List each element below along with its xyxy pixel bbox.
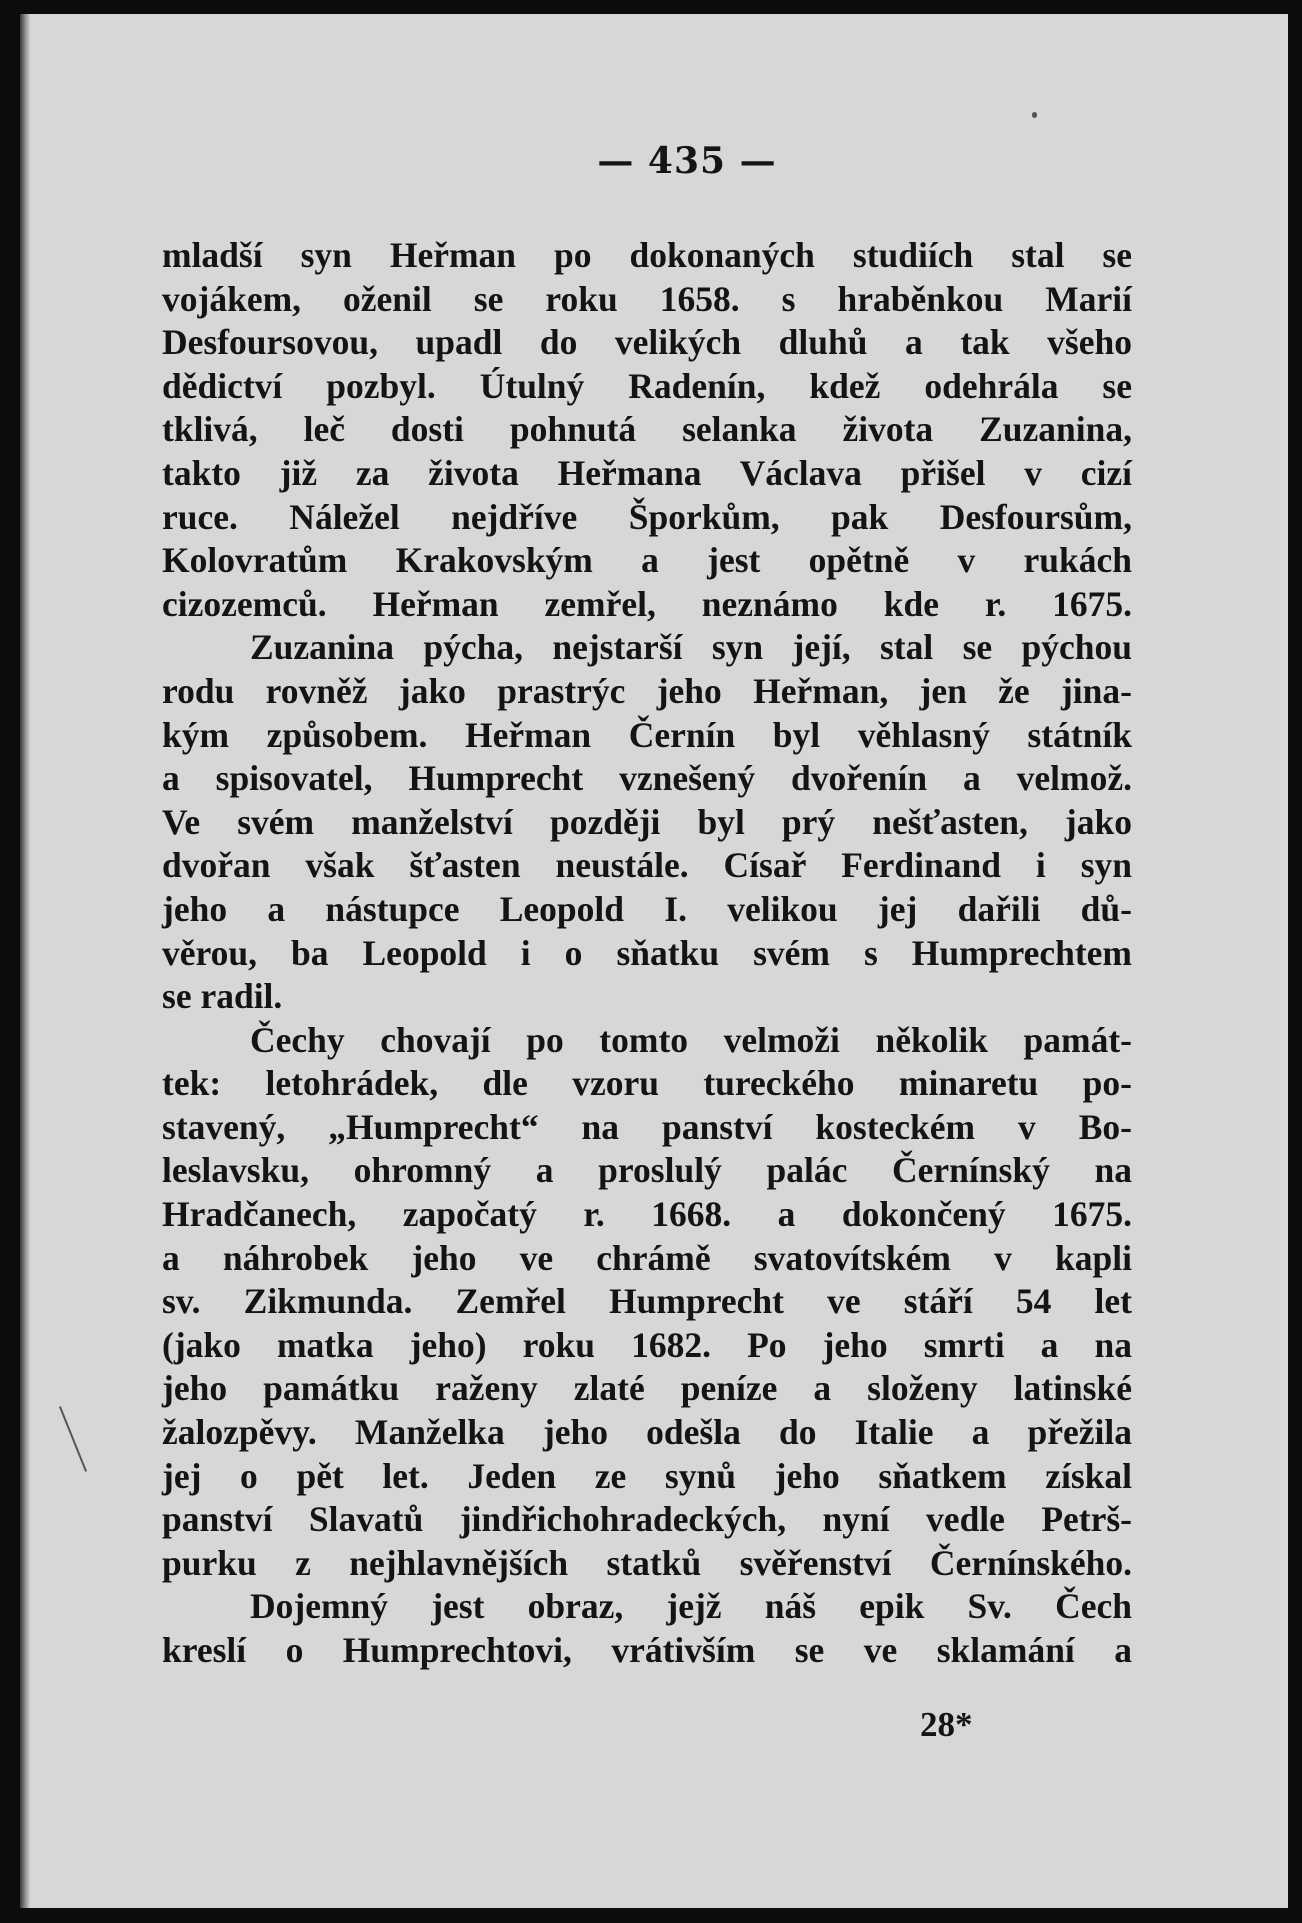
- text-line: cizozemců. Heřman zemřel, neznámo kde r. 1675.: [162, 583, 1132, 624]
- text-line: Dojemný jest obraz, jejž náš epik Sv. Čech: [250, 1586, 1132, 1627]
- text-line: věrou, ba Leopold i o sňatku svém s Humprechtem: [162, 932, 1132, 973]
- text-line: dědictví pozbyl. Útulný Radenín, kdež odehrála se: [162, 365, 1132, 406]
- page-number: — 435 —: [597, 140, 777, 182]
- text-line: jej o pět let. Jeden ze synů jeho sňatkem získal: [162, 1455, 1132, 1496]
- text-line: se radil.: [162, 976, 283, 1017]
- text-line: Ve svém manželství později byl prý nešťasten, jako: [162, 801, 1132, 842]
- text-line: purku z nejhlavnějších statků svěřenství Černínského.: [162, 1542, 1132, 1583]
- scan-mark: [59, 1406, 87, 1472]
- text-line: jeho památku raženy zlaté peníze a složeny latinské: [162, 1368, 1132, 1409]
- text-line: Hradčanech, započatý r. 1668. a dokončený 1675.: [162, 1194, 1132, 1235]
- text-line: a spisovatel, Humprecht vznešený dvořenín a velmož.: [162, 758, 1132, 799]
- text-line: tek: letohrádek, dle vzoru tureckého minaretu po-: [162, 1063, 1132, 1104]
- body-text: [162, 234, 1132, 1673]
- book-page: [20, 14, 1288, 1908]
- text-line: kreslí o Humprechtovi, vrátivším se ve sklamání a: [162, 1630, 1132, 1670]
- text-line: rodu rovněž jako prastrýc jeho Heřman, jen že jina-: [162, 670, 1132, 711]
- text-line: Kolovratům Krakovským a jest opětně v rukách: [162, 540, 1132, 581]
- text-line: jeho a nástupce Leopold I. velikou jej dařili dů-: [162, 888, 1132, 929]
- text-line: sv. Zikmunda. Zemřel Humprecht ve stáří 54 let: [162, 1281, 1132, 1322]
- text-line: vojákem, oženil se roku 1658. s hraběnkou Marií: [162, 278, 1132, 319]
- text-line: a náhrobek jeho ve chrámě svatovítském v kapli: [162, 1237, 1132, 1278]
- text-line: tklivá, leč dosti pohnutá selanka života Zuzanina,: [162, 409, 1132, 450]
- text-line: žalozpěvy. Manželka jeho odešla do Italie a přežila: [162, 1412, 1132, 1453]
- text-line: mladší syn Heřman po dokonaných studiích stal se: [162, 235, 1132, 275]
- text-line: stavený, „Humprecht“ na panství kosteckém v Bo-: [162, 1106, 1132, 1147]
- page-spine: [20, 14, 30, 1908]
- text-line: Čechy chovají po tomto velmoži několik památ-: [250, 1019, 1132, 1060]
- text-line: kým způsobem. Heřman Černín byl věhlasný státník: [162, 714, 1132, 755]
- scan-mark: [1032, 112, 1037, 118]
- text-line: Zuzanina pýcha, nejstarší syn její, stal se pýchou: [250, 627, 1132, 668]
- text-line: leslavsku, ohromný a proslulý palác Černínský na: [162, 1150, 1132, 1191]
- text-line: ruce. Náležel nejdříve Šporkům, pak Desfoursům,: [162, 496, 1132, 537]
- text-line: takto již za života Heřmana Václava přišel v cizí: [162, 452, 1132, 493]
- text-line: (jako matka jeho) roku 1682. Po jeho smrti a na: [162, 1324, 1132, 1365]
- text-line: Desfoursovou, upadl do velikých dluhů a tak všeho: [162, 322, 1132, 363]
- text-line: panství Slavatů jindřichohradeckých, nyní vedle Petrš-: [162, 1499, 1132, 1540]
- text-line: dvořan však šťasten neustále. Císař Ferdinand i syn: [162, 845, 1132, 886]
- signature-mark: 28*: [920, 1705, 973, 1744]
